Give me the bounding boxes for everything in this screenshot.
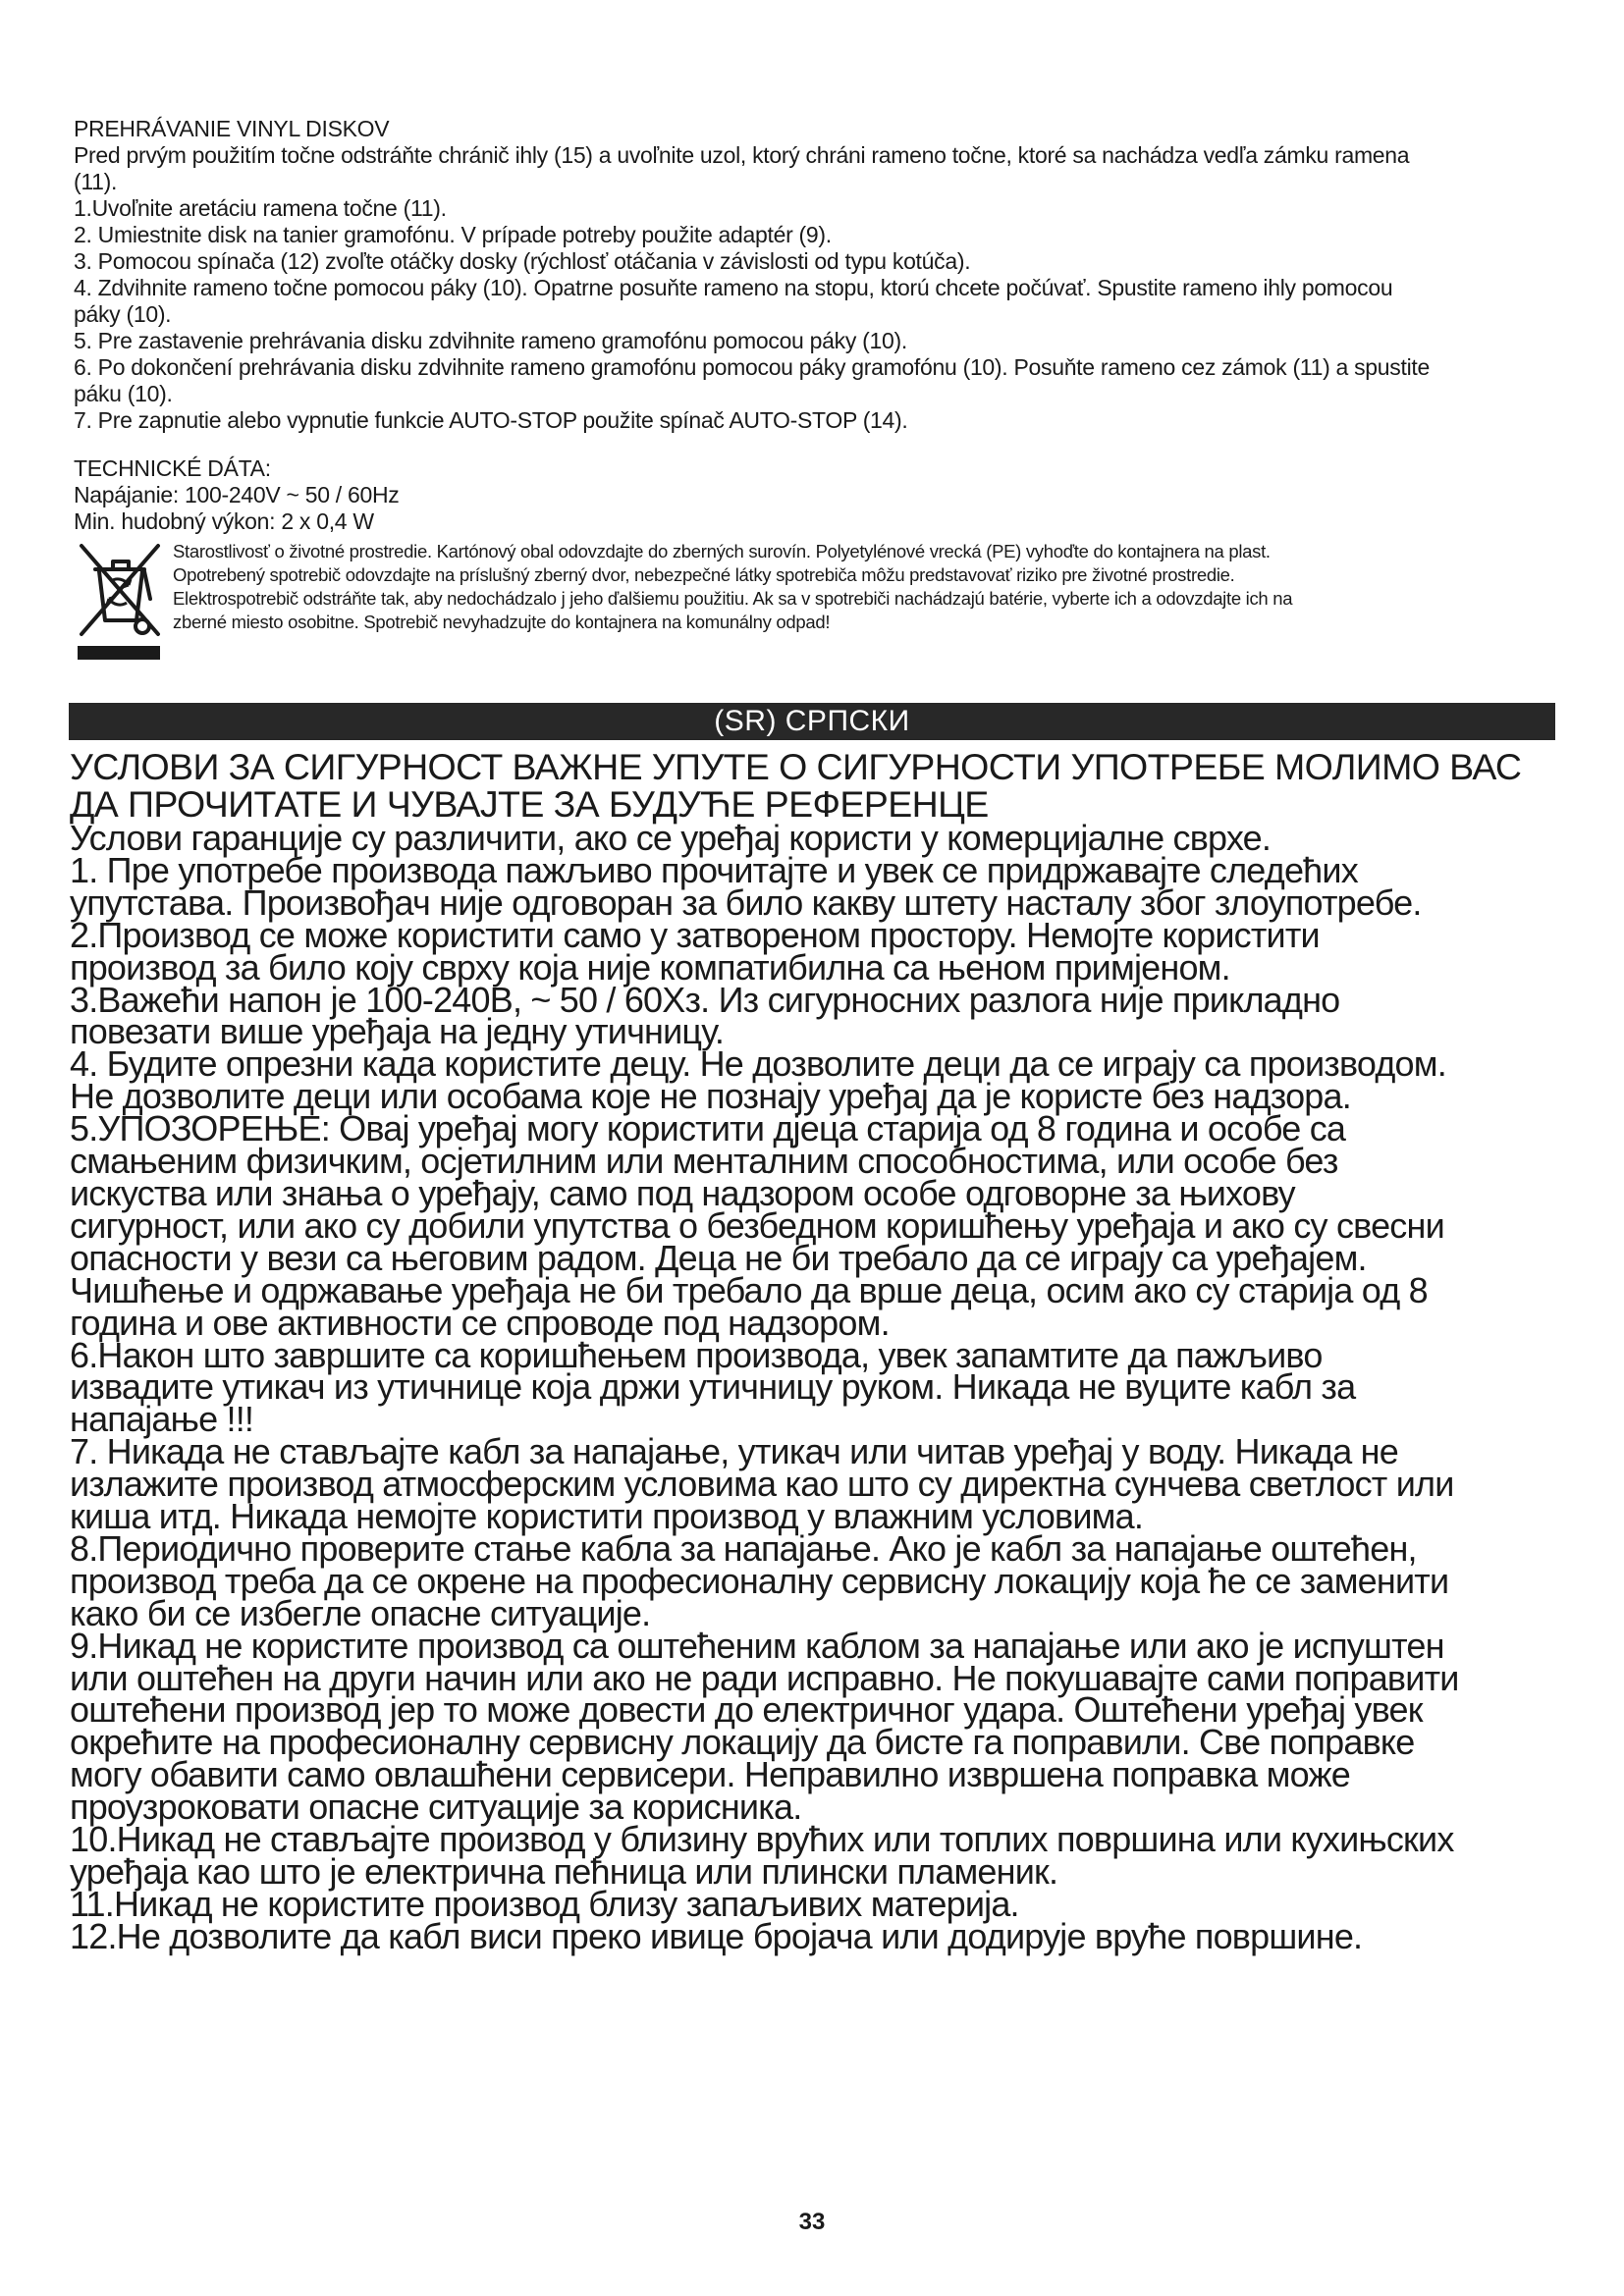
body-line: 6.Након што завршите са коришћењем производа, увек запамтите да пажљиво [70,1334,1323,1375]
body-line: 9.Никад не користите производ са оштећеним каблом за напајање или ако је испуштен [70,1625,1444,1666]
weee-line: Elektrospotrebič odstráňte tak, aby nedochádzalo j jeho ďalšiemu použitiu. Ak sa v spotrebiči nachádzajú batérie, vyberte ich a odovzdajte ich na [173,588,1293,609]
step-6-cont: páku (10). [74,381,173,406]
section-title: PREHRÁVANIE VINYL DISKOV [74,116,390,141]
safety-title: УСЛОВИ ЗА СИГУРНОСТ ВАЖНЕ УПУТЕ О СИГУРНОСТИ УПОТРЕБЕ МОЛИМО ВАС [70,746,1522,787]
body-line: 3.Важећи напон је 100-240В, ~ 50 / 60Хз. Из сигурносних разлога није прикладно [70,979,1340,1020]
step-4-cont: páky (10). [74,301,172,327]
language-banner: (SR) СРПСКИ [69,703,1555,740]
body-line: како би се избегле опасне ситуације. [70,1592,651,1633]
safety-title: ДА ПРОЧИТАТЕ И ЧУВАЈТЕ ЗА БУДУЋЕ РЕФЕРЕНЦЕ [70,783,989,825]
body-line: или оштећен на други начин или ако не ради исправно. Не покушавајте сами поправити [70,1657,1459,1698]
serbian-section [70,746,1562,1956]
body-line: година и ове активности се спроводе под надзором. [70,1302,890,1343]
body-line: упутстава. Произвођач није одговоран за било какву штету насталу због злоупотребе. [70,881,1422,923]
body-line: 2.Производ се може користити само у затвореном простору. Немојте користити [70,914,1320,955]
step-4: 4. Zdvihnite rameno točne pomocou páky (10). Opatrne posuňte rameno na stopu, ktorú chcete počúvať. Spustite rameno ihly pomocou [74,275,1393,300]
body-line: опасности у вези са његовим радом. Деца не би требало да се играју са уређајем. [70,1237,1367,1278]
step-5: 5. Pre zastavenie prehrávania disku zdvihnite rameno gramofónu pomocou páky (10). [74,328,907,353]
body-line: 10.Никад не стављајте производ у близину врућих или топлих површина или кухињских [70,1819,1454,1860]
slovak-section [74,116,1566,535]
tech-line: Min. hudobný výkon: 2 x 0,4 W [74,508,374,534]
body-line: 7. Никада не стављајте кабл за напајање, утикач или читав уређај у воду. Никада не [70,1431,1398,1472]
body-line: сигурност, или ако су добили упутства о безбедном коришћењу уређаја и ако су свесни [70,1204,1444,1246]
body-line: оштећени производ јер то може довести до електричног удара. Оштећени уређај увек [70,1689,1423,1731]
intro-line: (11). [74,169,118,194]
body-line: напајање !!! [70,1399,254,1440]
body-line: 8.Периодично проверите стање кабла за напајање. Ако је кабл за напајање оштећен, [70,1527,1417,1569]
step-2: 2. Umiestnite disk na tanier gramofónu. V prípade potreby použite adaptér (9). [74,222,832,247]
body-line: 12.Не дозволите да кабл виси преко ивице бројача или додирује вруће површине. [70,1915,1363,1956]
step-3: 3. Pomocou spínača (12) zvoľte otáčky dosky (rýchlosť otáčania v závislosti od typu kotúča). [74,248,971,274]
body-line: искуства или знања о уређају, само под надзором особе одговорне за њихову [70,1172,1295,1213]
weee-line: Starostlivosť o životné prostredie. Kartónový obal odovzdajte do zberných surovín. Polyetylénové vrecká (PE) vyhoďte do kontajnera na plast. [173,541,1271,561]
body-line: проузроковати опасне ситуације за корисника. [70,1787,802,1828]
body-line: уређаја као што је електрична пећница или плински пламеник. [70,1851,1058,1892]
body-line: производ за било коју сврху која није компатибилна са њеном примјеном. [70,946,1230,988]
body-line: 4. Будите опрезни када користите децу. Не дозволите деци да се играју са производом. [70,1043,1446,1085]
body-line: 1. Пре употребе производа пажљиво прочитајте и увек се придржавајте следећих [70,849,1358,890]
body-line: могу обавити само овлашћени сервисери. Неправилно извршена поправка може [70,1754,1350,1795]
body-line: киша итд. Никада немојте користити производ у влажним условима. [70,1496,1144,1537]
body-line: Чишћење и одржавање уређаја не би требало да врше деца, осим ако су старија од 8 [70,1269,1428,1310]
weee-line: zberné miesto osobitne. Spotrebič nevyhadzujte do kontajnera na komunálny odpad! [173,612,831,632]
body-line: излажите производ атмосферским условима као што су директна сунчева светлост или [70,1464,1454,1505]
body-line: Услови гаранције су различити, ако се уређај користи у комерцијалне сврхе. [70,818,1272,858]
step-1: 1.Uvoľnite aretáciu ramena točne (11). [74,195,447,221]
tech-title: TECHNICKÉ DÁTA: [74,455,271,481]
page-number: 33 [798,2209,826,2235]
body-line: извадите утикач из утичнице која држи утичницу руком. Никада не вуците кабл за [70,1366,1356,1408]
body-line: окрећите на професионалну сервисну локацију да бисте га поправили. Све поправке [70,1722,1415,1763]
crossed-out-wheelie-bin-icon [74,538,164,664]
weee-notice [74,538,1566,667]
step-6: 6. Po dokončení prehrávania disku zdvihnite rameno gramofónu pomocou páky gramofónu (10). Posuňte rameno cez zámok (11) a spustite [74,354,1430,380]
tech-line: Napájanie: 100-240V ~ 50 / 60Hz [74,482,400,507]
body-line: смањеним физичким, осјетилним или менталним способностима, или особе без [70,1141,1338,1182]
weee-line: Opotrebený spotrebič odovzdajte na príslušný zberný dvor, nebezpečné látky spotrebiča môžu predstavovať riziko pre životné prostredie. [173,564,1235,585]
body-line: Не дозволите деци или особама које не познају уређај да је користе без надзора. [70,1076,1351,1117]
body-line: 5.УПОЗОРЕЊЕ: Овај уређај могу користити дјеца старија од 8 година и особе са [70,1108,1346,1149]
body-line: производ треба да се окрене на професионалну сервисну локацију која ће се заменити [70,1560,1449,1601]
body-line: 11.Никад не користите производ близу запаљивих материја. [70,1883,1019,1924]
body-line: повезати више уређаја на једну утичницу. [70,1011,725,1052]
intro-line: Pred prvým použitím točne odstráňte chránič ihly (15) a uvoľnite uzol, ktorý chráni rameno točne, ktoré sa nachádza vedľa zámku ramena [74,142,1410,168]
step-7: 7. Pre zapnutie alebo vypnutie funkcie AUTO-STOP použite spínač AUTO-STOP (14). [74,407,908,433]
